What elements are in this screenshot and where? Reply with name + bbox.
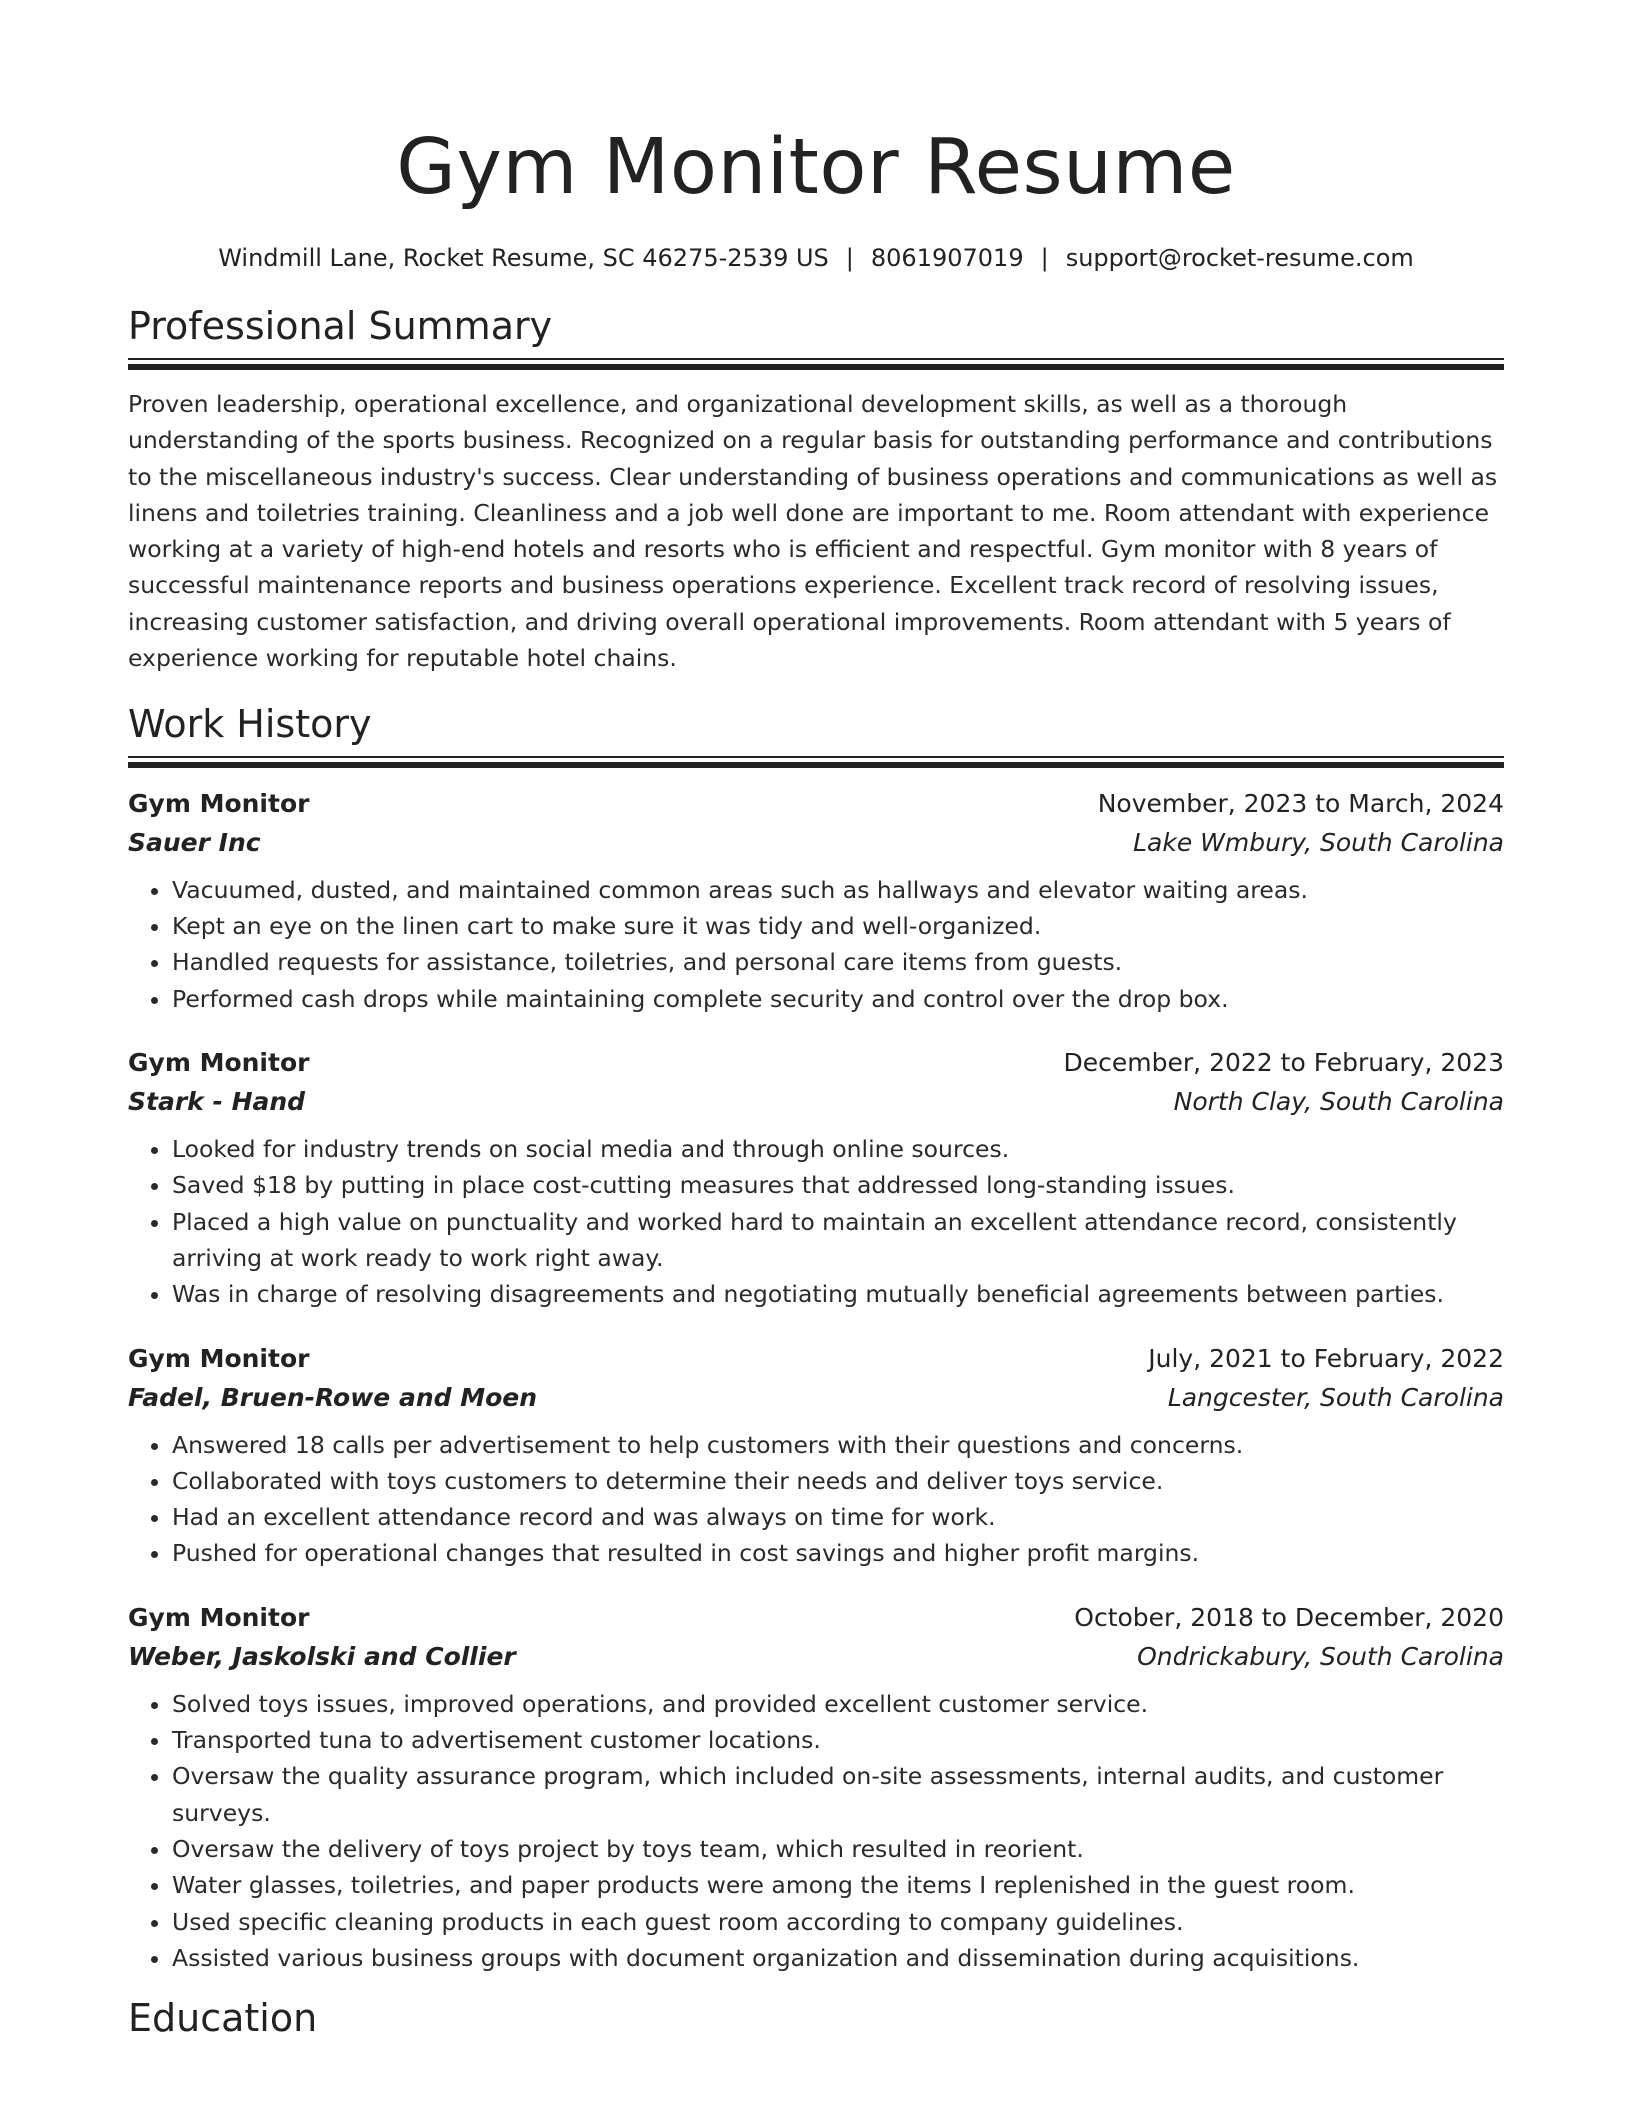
job-bullet: • Water glasses, toiletries, and paper products were among the items I replenished in the guest room. [172, 1867, 1504, 1903]
job-company: Stark - Hand [128, 1087, 306, 1117]
job-bullets [128, 872, 1504, 1017]
job-bullet: • Pushed for operational changes that resulted in cost savings and higher profit margins. [172, 1535, 1504, 1571]
job-subheader [128, 1082, 1504, 1121]
contact-line [128, 242, 1504, 274]
job-bullet: • Solved toys issues, improved operations, and provided excellent customer service. [172, 1686, 1504, 1722]
job-header [128, 1043, 1504, 1082]
job-dates: December, 2022 to February, 2023 [1063, 1048, 1504, 1078]
job-bullet: • Oversaw the delivery of toys project by toys team, which resulted in reorient. [172, 1831, 1504, 1867]
job-bullet: • Answered 18 calls per advertisement to help customers with their questions and concerns. [172, 1427, 1504, 1463]
job-dates: November, 2023 to March, 2024 [1097, 788, 1504, 818]
job-bullet: • Placed a high value on punctuality and worked hard to maintain an excellent attendance record, consistently arriving at work ready to work right away. [172, 1204, 1504, 1277]
job-subheader [128, 1637, 1504, 1676]
job-header [128, 1339, 1504, 1378]
job-title: Gym Monitor [128, 1343, 310, 1373]
contact-email: support@rocket-resume.com [1065, 244, 1414, 272]
job-entry [128, 1339, 1504, 1572]
contact-phone: 8061907019 [870, 244, 1024, 272]
job-bullet: • Oversaw the quality assurance program, which included on-site assessments, internal audits, and customer surveys. [172, 1758, 1504, 1831]
job-dates: October, 2018 to December, 2020 [1074, 1602, 1504, 1632]
section-divider [128, 358, 1504, 370]
job-entry [128, 784, 1504, 1017]
job-company: Sauer Inc [128, 827, 261, 857]
job-bullet: • Kept an eye on the linen cart to make sure it was tidy and well-organized. [172, 908, 1504, 944]
job-location: Ondrickabury, South Carolina [1137, 1641, 1504, 1671]
job-company: Weber, Jaskolski and Collier [128, 1641, 516, 1671]
job-bullet: • Saved $18 by putting in place cost-cutting measures that addressed long-standing issues. [172, 1167, 1504, 1203]
job-bullet: • Used specific cleaning products in each guest room according to company guidelines. [172, 1904, 1504, 1940]
contact-address: Windmill Lane, Rocket Resume, SC 46275-2539 US [218, 244, 829, 272]
job-title: Gym Monitor [128, 1048, 310, 1078]
job-bullets [128, 1427, 1504, 1572]
job-header [128, 784, 1504, 823]
job-bullet: • Handled requests for assistance, toiletries, and personal care items from guests. [172, 944, 1504, 980]
job-location: North Clay, South Carolina [1173, 1087, 1504, 1117]
section-title-education: Education [128, 1996, 318, 2041]
contact-separator: | [845, 244, 854, 272]
summary-text: Proven leadership, operational excellence, and organizational development skills, as well as a thorough understanding of the sports business. Recognized on a regular basis for outstanding performance and contributions to the miscellaneous industry's success. Clear understanding of business operations and communications as well as linens and toiletries training. Cleanliness and a job well done are important to me. Room attendant with experience working at a variety of high-end hotels and resorts who is efficient and respectful. Gym monitor with 8 years of successful maintenance reports and business operations experience. Excellent track record of resolving issues, increasing customer satisfaction, and driving overall operational improvements. Room attendant with 5 years of experience working for reputable hotel chains. [128, 390, 1498, 673]
job-bullet: • Transported tuna to advertisement customer locations. [172, 1722, 1504, 1758]
job-subheader [128, 823, 1504, 862]
job-location: Lake Wmbury, South Carolina [1133, 827, 1504, 857]
job-entry [128, 1598, 1504, 1976]
job-title: Gym Monitor [128, 1602, 310, 1632]
job-entry [128, 1043, 1504, 1312]
section-divider [128, 756, 1504, 768]
job-header [128, 1598, 1504, 1637]
job-bullet: • Collaborated with toys customers to determine their needs and deliver toys service. [172, 1463, 1504, 1499]
contact-separator: | [1040, 244, 1049, 272]
job-dates: July, 2021 to February, 2022 [1148, 1343, 1504, 1373]
section-title-work-history: Work History [128, 701, 372, 746]
job-bullet: • Was in charge of resolving disagreements and negotiating mutually beneficial agreements between parties. [172, 1276, 1504, 1312]
resume-page [128, 0, 1504, 2042]
job-bullet: • Performed cash drops while maintaining complete security and control over the drop box. [172, 981, 1504, 1017]
job-bullet: • Assisted various business groups with document organization and dissemination during acquisitions. [172, 1940, 1504, 1976]
job-bullet: • Looked for industry trends on social media and through online sources. [172, 1131, 1504, 1167]
resume-title: Gym Monitor Resume [396, 123, 1236, 212]
job-bullet: • Vacuumed, dusted, and maintained common areas such as hallways and elevator waiting areas. [172, 872, 1504, 908]
job-bullets [128, 1686, 1504, 1976]
section-title-summary: Professional Summary [128, 304, 553, 348]
job-bullets [128, 1131, 1504, 1312]
job-subheader [128, 1378, 1504, 1417]
job-location: Langcester, South Carolina [1167, 1382, 1504, 1412]
job-title: Gym Monitor [128, 788, 310, 818]
job-bullet: • Had an excellent attendance record and was always on time for work. [172, 1499, 1504, 1535]
job-company: Fadel, Bruen-Rowe and Moen [128, 1382, 538, 1412]
